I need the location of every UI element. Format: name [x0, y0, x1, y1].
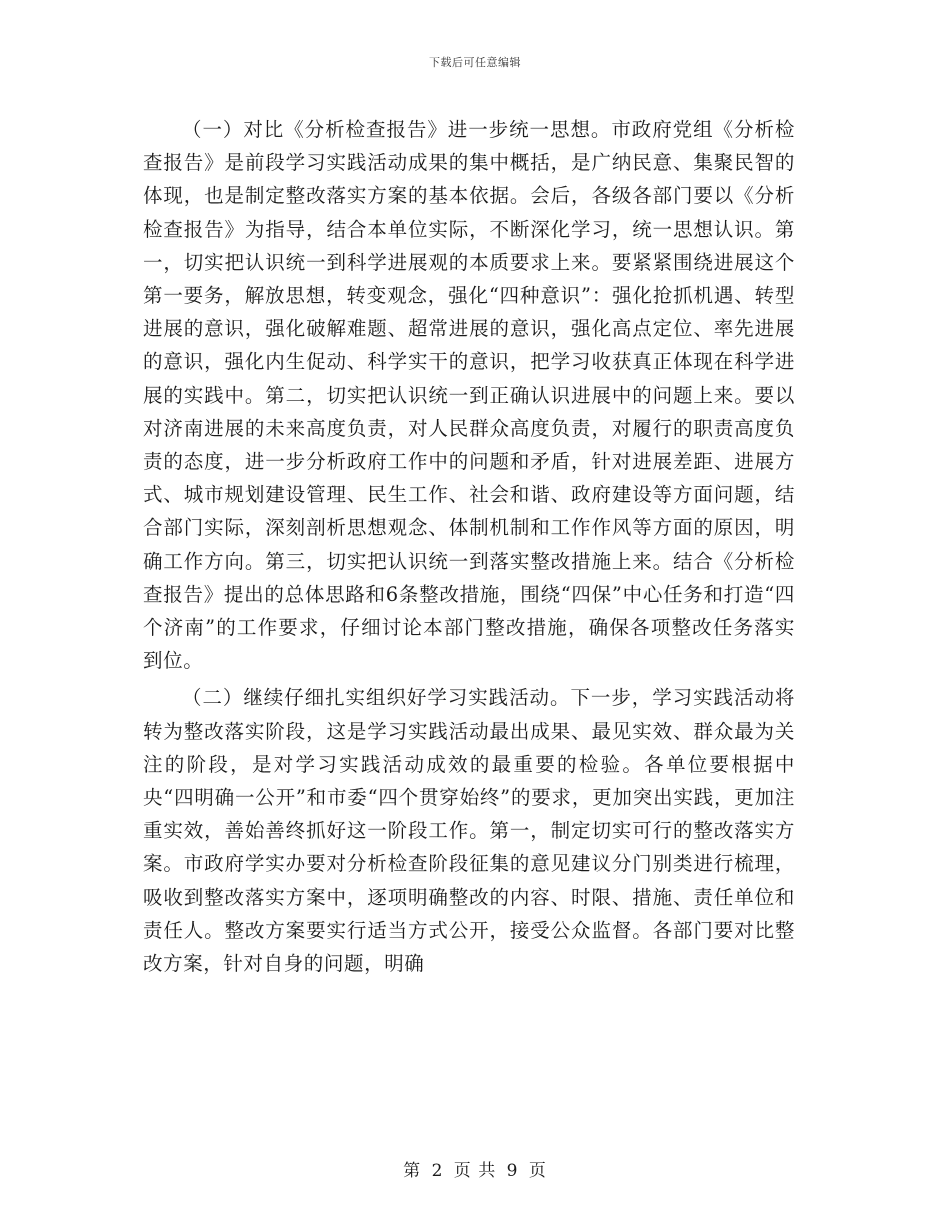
footer-middle: 页 共	[453, 1161, 497, 1181]
footer-suffix: 页	[528, 1161, 547, 1181]
document-body	[143, 113, 795, 984]
page-header-note: 下载后可任意编辑	[429, 56, 521, 69]
paragraph-1: （一）对比《分析检查报告》进一步统一思想。市政府党组《分析检查报告》是前段学习实践活动成果的集中概括，是广纳民意、集聚民智的体现，也是制定整改落实方案的基本依据。会后，各级各部门要以《分析检查报告》为指导，结合本单位实际，不断深化学习，统一思想认识。第一，切实把认识统一到科学进展观的本质要求上来。要紧紧围绕进展这个第一要务，解放思想，转变观念，强化“四种意识”：强化抢抓机遇、转型进展的意识，强化破解难题、超常进展的意识，强化高点定位、率先进展的意识，强化内生促动、科学实干的意识，把学习收获真正体现在科学进展的实践中。第二，切实把认识统一到正确认识进展中的问题上来。要以对济南进展的未来高度负责，对人民群众高度负责，对履行的职责高度负责的态度，进一步分析政府工作中的问题和矛盾，针对进展差距、进展方式、城市规划建设管理、民生工作、社会和谐、政府建设等方面问题，结合部门实际，深刻剖析思想观念、体制机制和工作作风等方面的原因，明确工作方向。第三，切实把认识统一到落实整改措施上来。结合《分析检查报告》提出的总体思路和6条整改措施，围绕“四保”中心任务和打造“四个济南”的工作要求，仔细讨论本部门整改措施，确保各项整改任务落实到位。	[143, 118, 795, 673]
total-page-number: 9	[506, 1161, 519, 1181]
paragraph-2: （二）继续仔细扎实组织好学习实践活动。下一步，学习实践活动将转为整改落实阶段，这是学习实践活动最出成果、最见实效、群众最为关注的阶段，是对学习实践活动成效的最重要的检验。各单位要根据中央“四明确一公开”和市委“四个贯穿始终”的要求，更加突出实践，更加注重实效，善始善终抓好这一阶段工作。第一，制定切实可行的整改落实方案。市政府学实办要对分析检查阶段征集的意见建议分门别类进行梳理，吸收到整改落实方案中，逐项明确整改的内容、时限、措施、责任单位和责任人。整改方案要实行适当方式公开，接受公众监督。各部门要对比整改方案，针对自身的问题，明确	[143, 686, 795, 976]
current-page-number: 2	[431, 1161, 444, 1181]
page-number-footer	[0, 1156, 950, 1181]
footer-prefix: 第	[403, 1161, 422, 1181]
